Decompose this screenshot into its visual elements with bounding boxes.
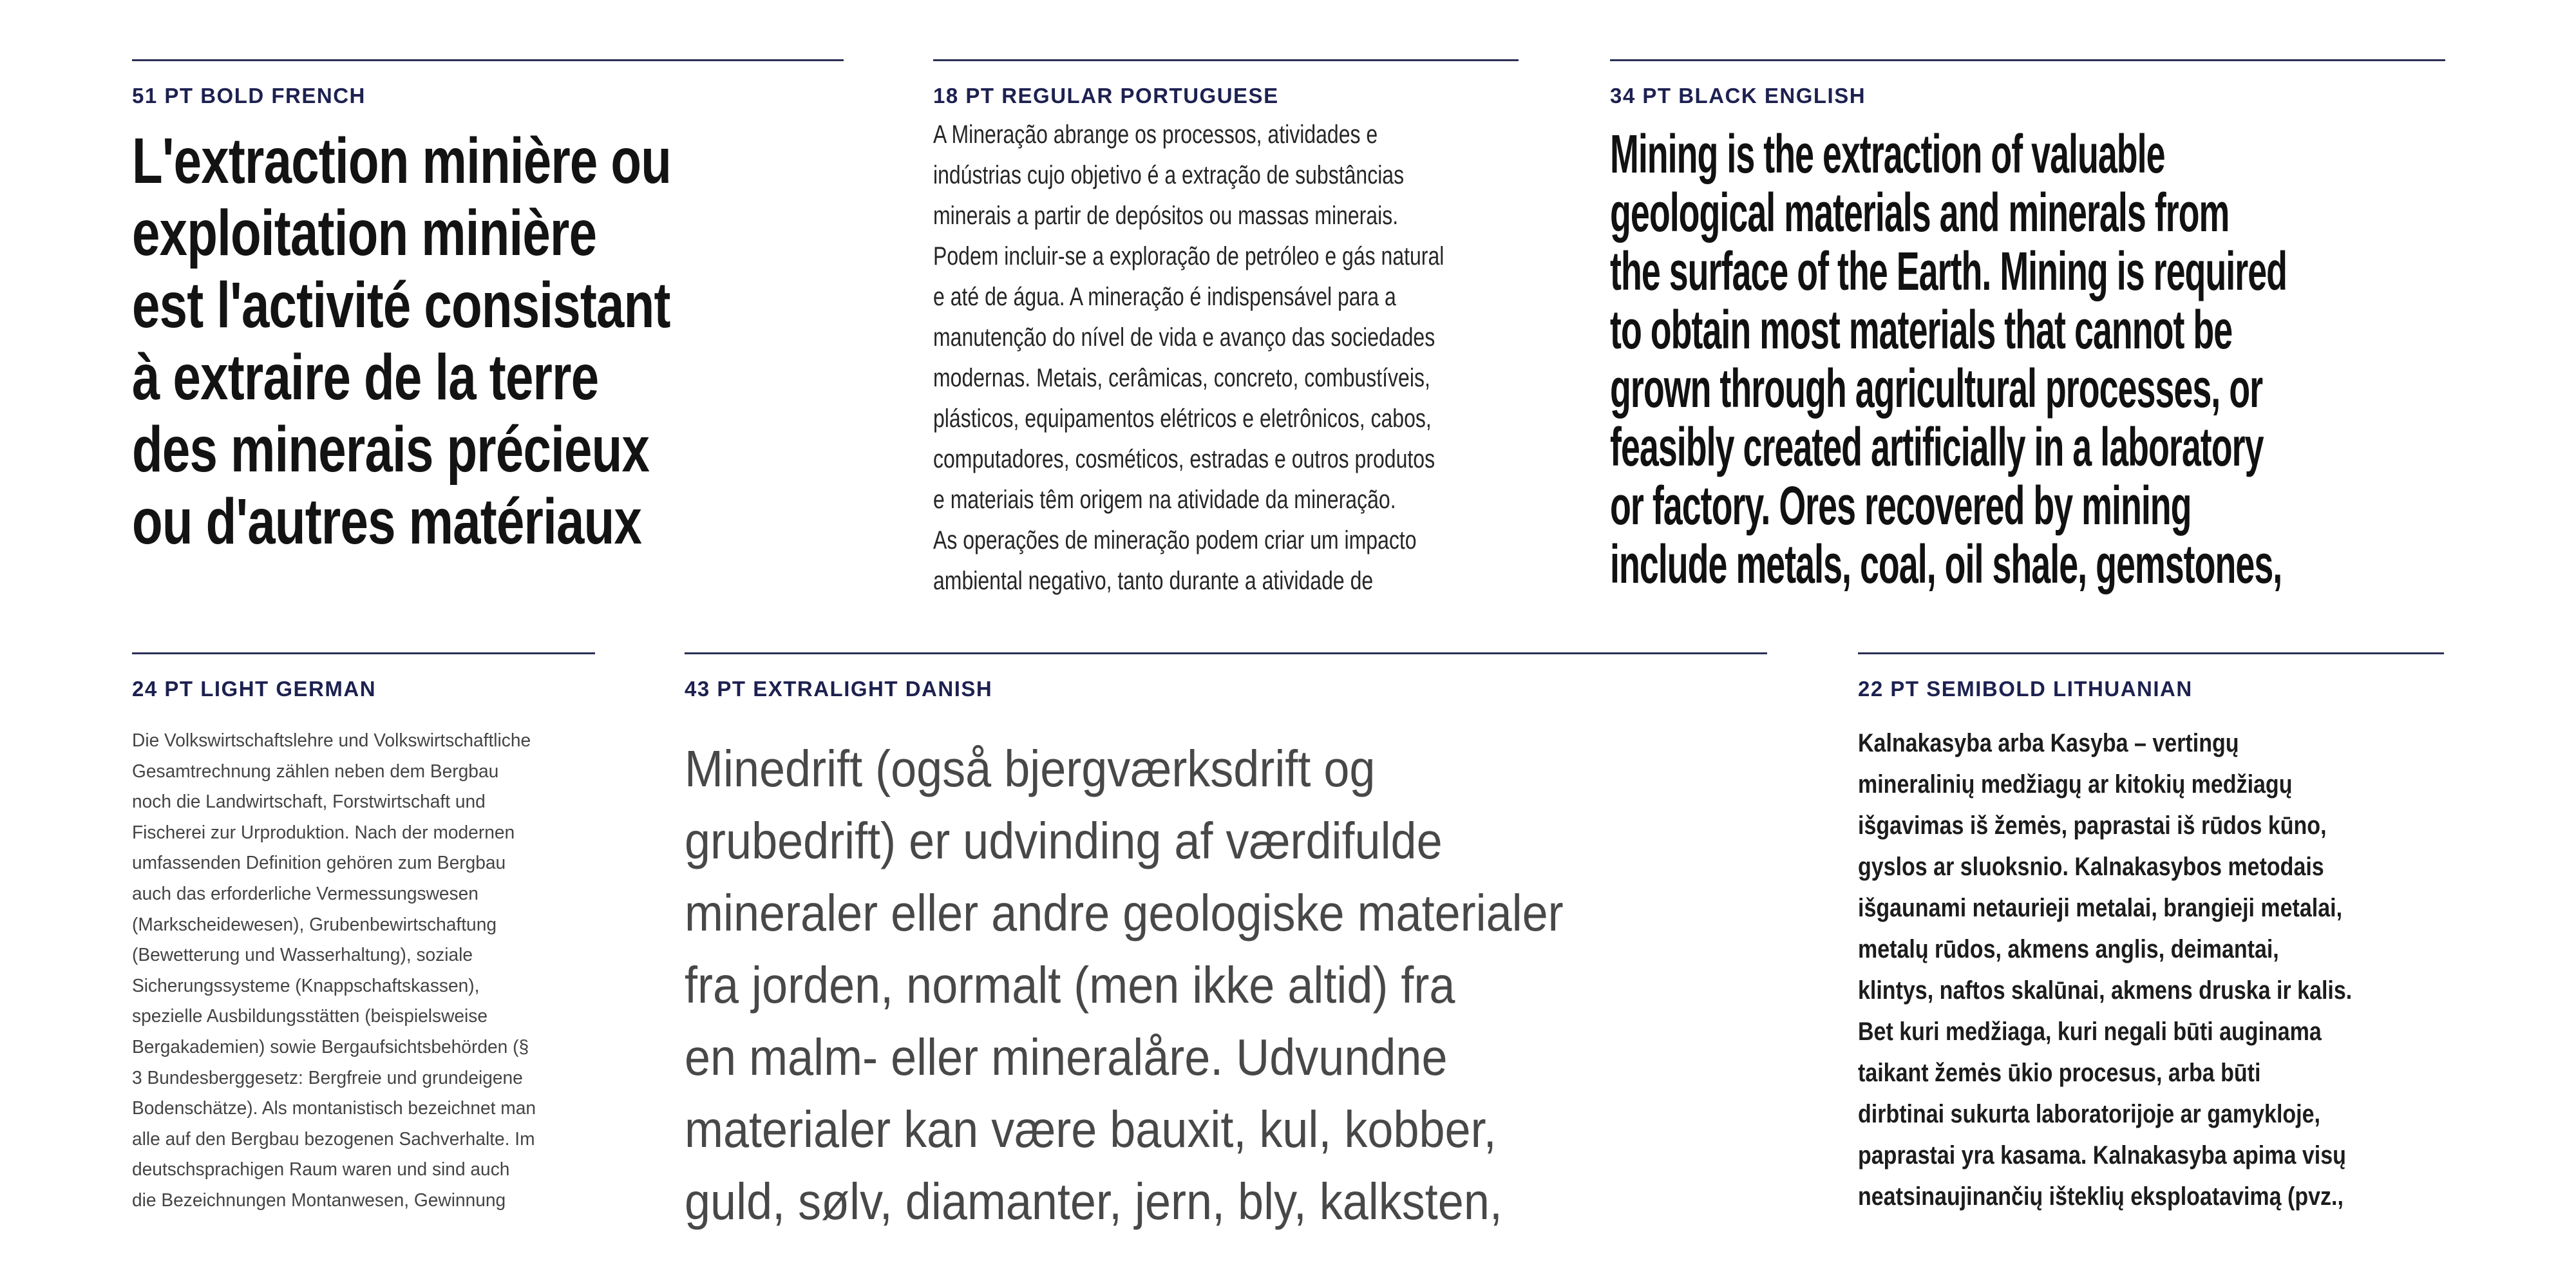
text-line: grubedrift) er udvinding af værdifulde <box>685 812 1443 869</box>
text-line: ambiental negativo, tanto durante a atividade de <box>933 567 1374 595</box>
text-line: paprastai yra kasama. Kalnakasyba apima visų <box>1858 1141 2346 1170</box>
text-line: (Markscheidewesen), Grubenbewirtschaftung <box>132 914 497 935</box>
specimen-label: 51 PT BOLD FRENCH <box>132 84 366 108</box>
text-line: guld, sølv, diamanter, jern, bly, kalksten, <box>685 1173 1502 1230</box>
text-line: dirbtinai sukurta laboratorijoje ar gamykloje, <box>1858 1100 2320 1128</box>
text-line: grown through agricultural processes, or <box>1610 358 2263 419</box>
text-line: Bodenschätze). Als montanistisch bezeichnet man <box>132 1098 536 1119</box>
text-line: 3 Bundesberggesetz: Bergfreie und grundeigene <box>132 1067 523 1088</box>
text-line: noch die Landwirtschaft, Forstwirtschaft und <box>132 791 486 813</box>
column-divider-rule <box>1858 652 2444 654</box>
column-divider-rule <box>132 59 844 61</box>
column-divider-rule <box>1610 59 2445 61</box>
specimen-text <box>933 115 1444 601</box>
text-line: to obtain most materials that cannot be <box>1610 299 2233 360</box>
column-divider-rule <box>132 652 595 654</box>
text-line: taikant žemės ūkio procesus, arba būti <box>1858 1059 2261 1087</box>
specimen-danish-extralight <box>685 652 1767 1245</box>
text-line: fra jorden, normalt (men ikke altid) fra <box>685 956 1455 1014</box>
text-line: išgaunami netaurieji metalai, brangieji metalai, <box>1858 894 2343 922</box>
text-line: the surface of the Earth. Mining is required <box>1610 241 2287 301</box>
text-line: or factory. Ores recovered by mining <box>1610 475 2192 536</box>
specimen-label: 24 PT LIGHT GERMAN <box>132 677 377 701</box>
column-divider-rule <box>685 652 1767 654</box>
text-line: mineraler eller andre geologiske materialer <box>685 884 1564 942</box>
specimen-label: 22 PT SEMIBOLD LITHUANIAN <box>1858 677 2193 701</box>
text-line: geological materials and minerals from <box>1610 182 2230 243</box>
text-line: auch das erforderliche Vermessungswesen <box>132 883 478 904</box>
specimen-label: 43 PT EXTRALIGHT DANISH <box>685 677 993 701</box>
text-line: L'extraction minière ou <box>132 125 672 197</box>
text-line: mineralinių medžiagų ar kitokių medžiagų <box>1858 770 2293 799</box>
text-line: A Mineração abrange os processos, atividades e <box>933 120 1378 149</box>
specimen-german-light <box>132 652 595 1232</box>
text-line: Fischerei zur Urproduktion. Nach der modernen <box>132 822 515 843</box>
text-line: des minerais précieux <box>132 413 650 486</box>
text-line: Sicherungssysteme (Knappschaftskassen), <box>132 975 480 996</box>
text-line: à extraire de la terre <box>132 341 599 413</box>
specimen-lithuanian-semibold <box>1858 652 2444 1232</box>
specimen-text <box>132 726 536 1217</box>
text-line: metalų rūdos, akmens anglis, deimantai, <box>1858 935 2279 963</box>
text-line: deutschsprachigen Raum waren und sind auch <box>132 1159 510 1180</box>
specimen-label: 34 PT BLACK ENGLISH <box>1610 84 1866 108</box>
text-line: neatsinaujinančių išteklių eksploatavimą (pvz., <box>1858 1182 2344 1211</box>
text-line: Bergakademien) sowie Bergaufsichtsbehörden (§ <box>132 1036 529 1057</box>
text-line: umfassenden Definition gehören zum Bergbau <box>132 853 506 874</box>
text-line: materialer kan være bauxit, kul, kobber, <box>685 1101 1497 1158</box>
text-line: plásticos, equipamentos elétricos e eletrônicos, cabos, <box>933 404 1432 433</box>
text-line: Die Volkswirtschaftslehre und Volkswirtschaftliche <box>132 730 531 751</box>
text-line: e até de água. A mineração é indispensável para a <box>933 283 1396 311</box>
text-line: As operações de mineração podem criar um impacto <box>933 526 1417 554</box>
text-line: feasibly created artificially in a laboratory <box>1610 417 2264 477</box>
text-line: Podem incluir-se a exploração de petróleo e gás natural <box>933 242 1444 270</box>
text-line: modernas. Metais, cerâmicas, concreto, combustíveis, <box>933 364 1430 392</box>
text-line: Kalnakasyba arba Kasyba – vertingų <box>1858 729 2239 757</box>
specimen-label: 18 PT REGULAR PORTUGUESE <box>933 84 1279 108</box>
specimen-text <box>1858 723 2352 1217</box>
text-line: minerais a partir de depósitos ou massas minerais. <box>933 202 1399 230</box>
specimen-text <box>132 125 671 558</box>
text-line: ou d'autres matériaux <box>132 486 642 558</box>
text-line: include metals, coal, oil shale, gemstones, <box>1610 534 2282 594</box>
text-line: Gesamtrechnung zählen neben dem Bergbau <box>132 761 499 782</box>
text-line: est l'activité consistant <box>132 269 670 341</box>
text-line: Minedrift (også bjergværksdrift og <box>685 740 1376 797</box>
text-line: exploitation minière <box>132 197 597 269</box>
specimen-english-black <box>1610 59 2445 626</box>
specimen-text <box>685 733 1564 1238</box>
text-line: en malm- eller mineralåre. Udvundne <box>685 1028 1448 1086</box>
text-line: indústrias cujo objetivo é a extração de substâncias <box>933 161 1405 189</box>
specimen-french-bold <box>132 59 844 594</box>
text-line: spezielle Ausbildungsstätten (beispielsweise <box>132 1006 488 1027</box>
specimen-portuguese-regular <box>933 59 1519 626</box>
text-line: alle auf den Bergbau bezogenen Sachverhalte. Im <box>132 1128 535 1150</box>
text-line: klintys, naftos skalūnai, akmens druska ir kalis. <box>1858 976 2353 1005</box>
text-line: manutenção do nível de vida e avanço das sociedades <box>933 323 1435 352</box>
specimen-text <box>1610 125 2287 594</box>
text-line: (Bewetterung und Wasserhaltung), soziale <box>132 945 473 966</box>
text-line: Bet kuri medžiaga, kuri negali būti auginama <box>1858 1018 2322 1046</box>
column-divider-rule <box>933 59 1519 61</box>
text-line: die Bezeichnungen Montanwesen, Gewinnung <box>132 1189 506 1211</box>
text-line: išgavimas iš žemės, paprastai iš rūdos kūno, <box>1858 811 2327 840</box>
text-line: gyslos ar sluoksnio. Kalnakasybos metodais <box>1858 853 2324 881</box>
text-line: computadores, cosméticos, estradas e outros produtos <box>933 445 1435 473</box>
text-line: e materiais têm origem na atividade da mineração. <box>933 486 1396 514</box>
text-line: Mining is the extraction of valuable <box>1610 124 2165 184</box>
